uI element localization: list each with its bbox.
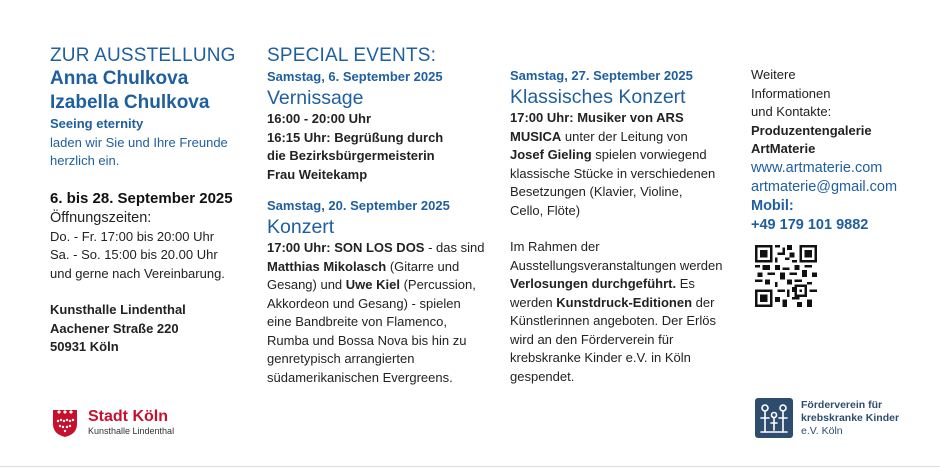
event-3-line-5: Besetzungen (Klavier, Violine, — [510, 184, 683, 199]
artist-name-2: Izabella Chulkova — [50, 92, 210, 113]
event-3-title: Klassisches Konzert — [510, 86, 686, 108]
foerderverein-text — [801, 399, 899, 425]
event-3-line-1: 17:00 Uhr: Musiker von ARS — [510, 110, 684, 125]
event-3-line-4: klassische Stücke in verschiedenen — [510, 165, 716, 181]
foerderverein-line-1: Förderverein für — [801, 399, 883, 411]
event-2-text-3: Gesang) und — [267, 277, 346, 292]
raffle-line-4 — [510, 294, 742, 313]
raffle-text-4c: der — [692, 294, 715, 310]
qr-code-icon[interactable] — [755, 245, 817, 307]
gallery-name-2: ArtMaterie — [751, 141, 816, 156]
ensemble-name: MUSICA — [510, 128, 562, 144]
event-3-text-3: spielen vorwiegend — [591, 147, 707, 162]
exhibition-heading: ZUR AUSSTELLUNG — [50, 45, 236, 66]
contact-intro-1: Weitere — [751, 67, 796, 82]
raffle-line-2: Ausstellungsveranstaltungen werden — [510, 257, 723, 273]
stadt-koeln-logo — [50, 404, 250, 444]
email-link[interactable]: artmaterie@gmail.com — [751, 178, 898, 195]
foerderverein-subtext: e.V. Köln — [801, 425, 843, 437]
event-2-text-1: - das sind — [424, 240, 485, 255]
event-2-time: 17:00 Uhr: SON LOS DOS — [267, 240, 425, 255]
foerderverein-line-2: krebskranke Kinder — [801, 412, 900, 424]
exhibition-subtitle: Seeing eternity — [50, 116, 144, 131]
special-events-heading: SPECIAL EVENTS: — [267, 45, 437, 66]
koeln-logo-subtext: Kunsthalle Lindenthal — [88, 426, 175, 436]
performer-2: Uwe Kiel — [345, 277, 400, 292]
event-2-line-7: genretypisch arrangierten — [267, 351, 415, 366]
invite-line-2: herzlich ein. — [50, 153, 120, 168]
contact-column — [751, 66, 931, 235]
gallery-name-1: Produzentengalerie — [751, 122, 872, 138]
event-2-text-2: (Gitarre und — [386, 258, 460, 274]
event-2-line-2 — [267, 258, 502, 277]
classical-concert-column — [510, 66, 742, 386]
event-2-line-4: Akkordeon und Gesang) - spielen — [267, 295, 461, 311]
event-3-text-2: unter der Leitung von — [561, 128, 688, 144]
opening-hours-label: Öffnungszeiten: — [50, 209, 152, 226]
koeln-coat-of-arms-icon — [50, 406, 80, 438]
event-3-line-6: Cello, Flöte) — [510, 202, 581, 218]
artist-name-1: Anna Chulkova — [50, 68, 189, 89]
mobile-label: Mobil: — [751, 197, 794, 214]
raffle-line-8: gespendet. — [510, 368, 575, 384]
event-1-title: Vernissage — [267, 87, 364, 109]
performer-1: Matthias Mikolasch — [267, 258, 387, 274]
event-2-text-3c: (Percussion, — [399, 277, 476, 292]
event-1-line-2: 16:15 Uhr: Begrüßung durch — [267, 129, 444, 145]
event-1-line-4: Frau Weitekamp — [267, 166, 368, 182]
event-2-line-3 — [267, 276, 502, 295]
special-events-column — [267, 44, 502, 387]
opening-hours-2: Sa. - So. 15:00 bis 20.00 Uhr — [50, 247, 218, 262]
event-2-line-6: Rumba und Bossa Nova bis hin zu — [267, 332, 467, 348]
contact-intro-2: Informationen — [751, 85, 831, 101]
raffle-line-7: krebskranke Kinder e.V. in Köln — [510, 350, 691, 365]
raffle-line-3 — [510, 275, 742, 294]
mobile-number[interactable]: +49 179 101 9882 — [751, 216, 869, 233]
event-2-title: Konzert — [267, 216, 335, 238]
raffle-text-3: Es — [676, 276, 695, 291]
print-editions: Kunstdruck-Editionen — [556, 294, 693, 310]
event-1-line-1: 16:00 - 20:00 Uhr — [267, 111, 372, 126]
venue-name: Kunsthalle Lindenthal — [50, 302, 186, 317]
event-2-line-1 — [267, 239, 502, 258]
event-2-line-8: südamerikanischen Evergreens. — [267, 369, 453, 385]
contact-intro-3: und Kontakte: — [751, 104, 832, 119]
raffle-line-5: Künstlerinnen angeboten. Der Erlös — [510, 313, 716, 328]
opening-hours-3: und gerne nach Vereinbarung. — [50, 265, 225, 281]
event-3-date: Samstag, 27. September 2025 — [510, 68, 693, 83]
conductor-name: Josef Gieling — [510, 147, 592, 162]
event-3-line-3 — [510, 146, 742, 165]
raffle-line-1: Im Rahmen der — [510, 239, 600, 254]
exhibition-dates: 6. bis 28. September 2025 — [50, 189, 233, 207]
bottom-divider — [0, 466, 940, 467]
venue-street: Aachener Straße 220 — [50, 320, 179, 336]
venue-city: 50931 Köln — [50, 339, 119, 354]
event-1-line-3: die Bezirksbürgermeisterin — [267, 148, 435, 163]
event-1-date: Samstag, 6. September 2025 — [267, 69, 443, 84]
koeln-logo-text: Stadt Köln — [88, 408, 168, 425]
event-3-line-2 — [510, 128, 742, 147]
foerderverein-logo — [755, 398, 935, 442]
event-2-date: Samstag, 20. September 2025 — [267, 198, 450, 213]
raffle-line-6: wird an den Förderverein für — [510, 331, 674, 347]
invite-line-1: laden wir Sie und Ihre Freunde — [50, 134, 228, 150]
website-link[interactable]: www.artmaterie.com — [751, 159, 883, 176]
raffle-highlight: Verlosungen durchgeführt. — [510, 276, 677, 291]
event-2-line-5: eine Bandbreite von Flamenco, — [267, 314, 447, 329]
exhibition-column — [50, 44, 255, 357]
foerderverein-family-icon — [755, 398, 793, 438]
raffle-text-4: werden — [510, 294, 557, 310]
opening-hours-1: Do. - Fr. 17:00 bis 20:00 Uhr — [50, 228, 215, 244]
